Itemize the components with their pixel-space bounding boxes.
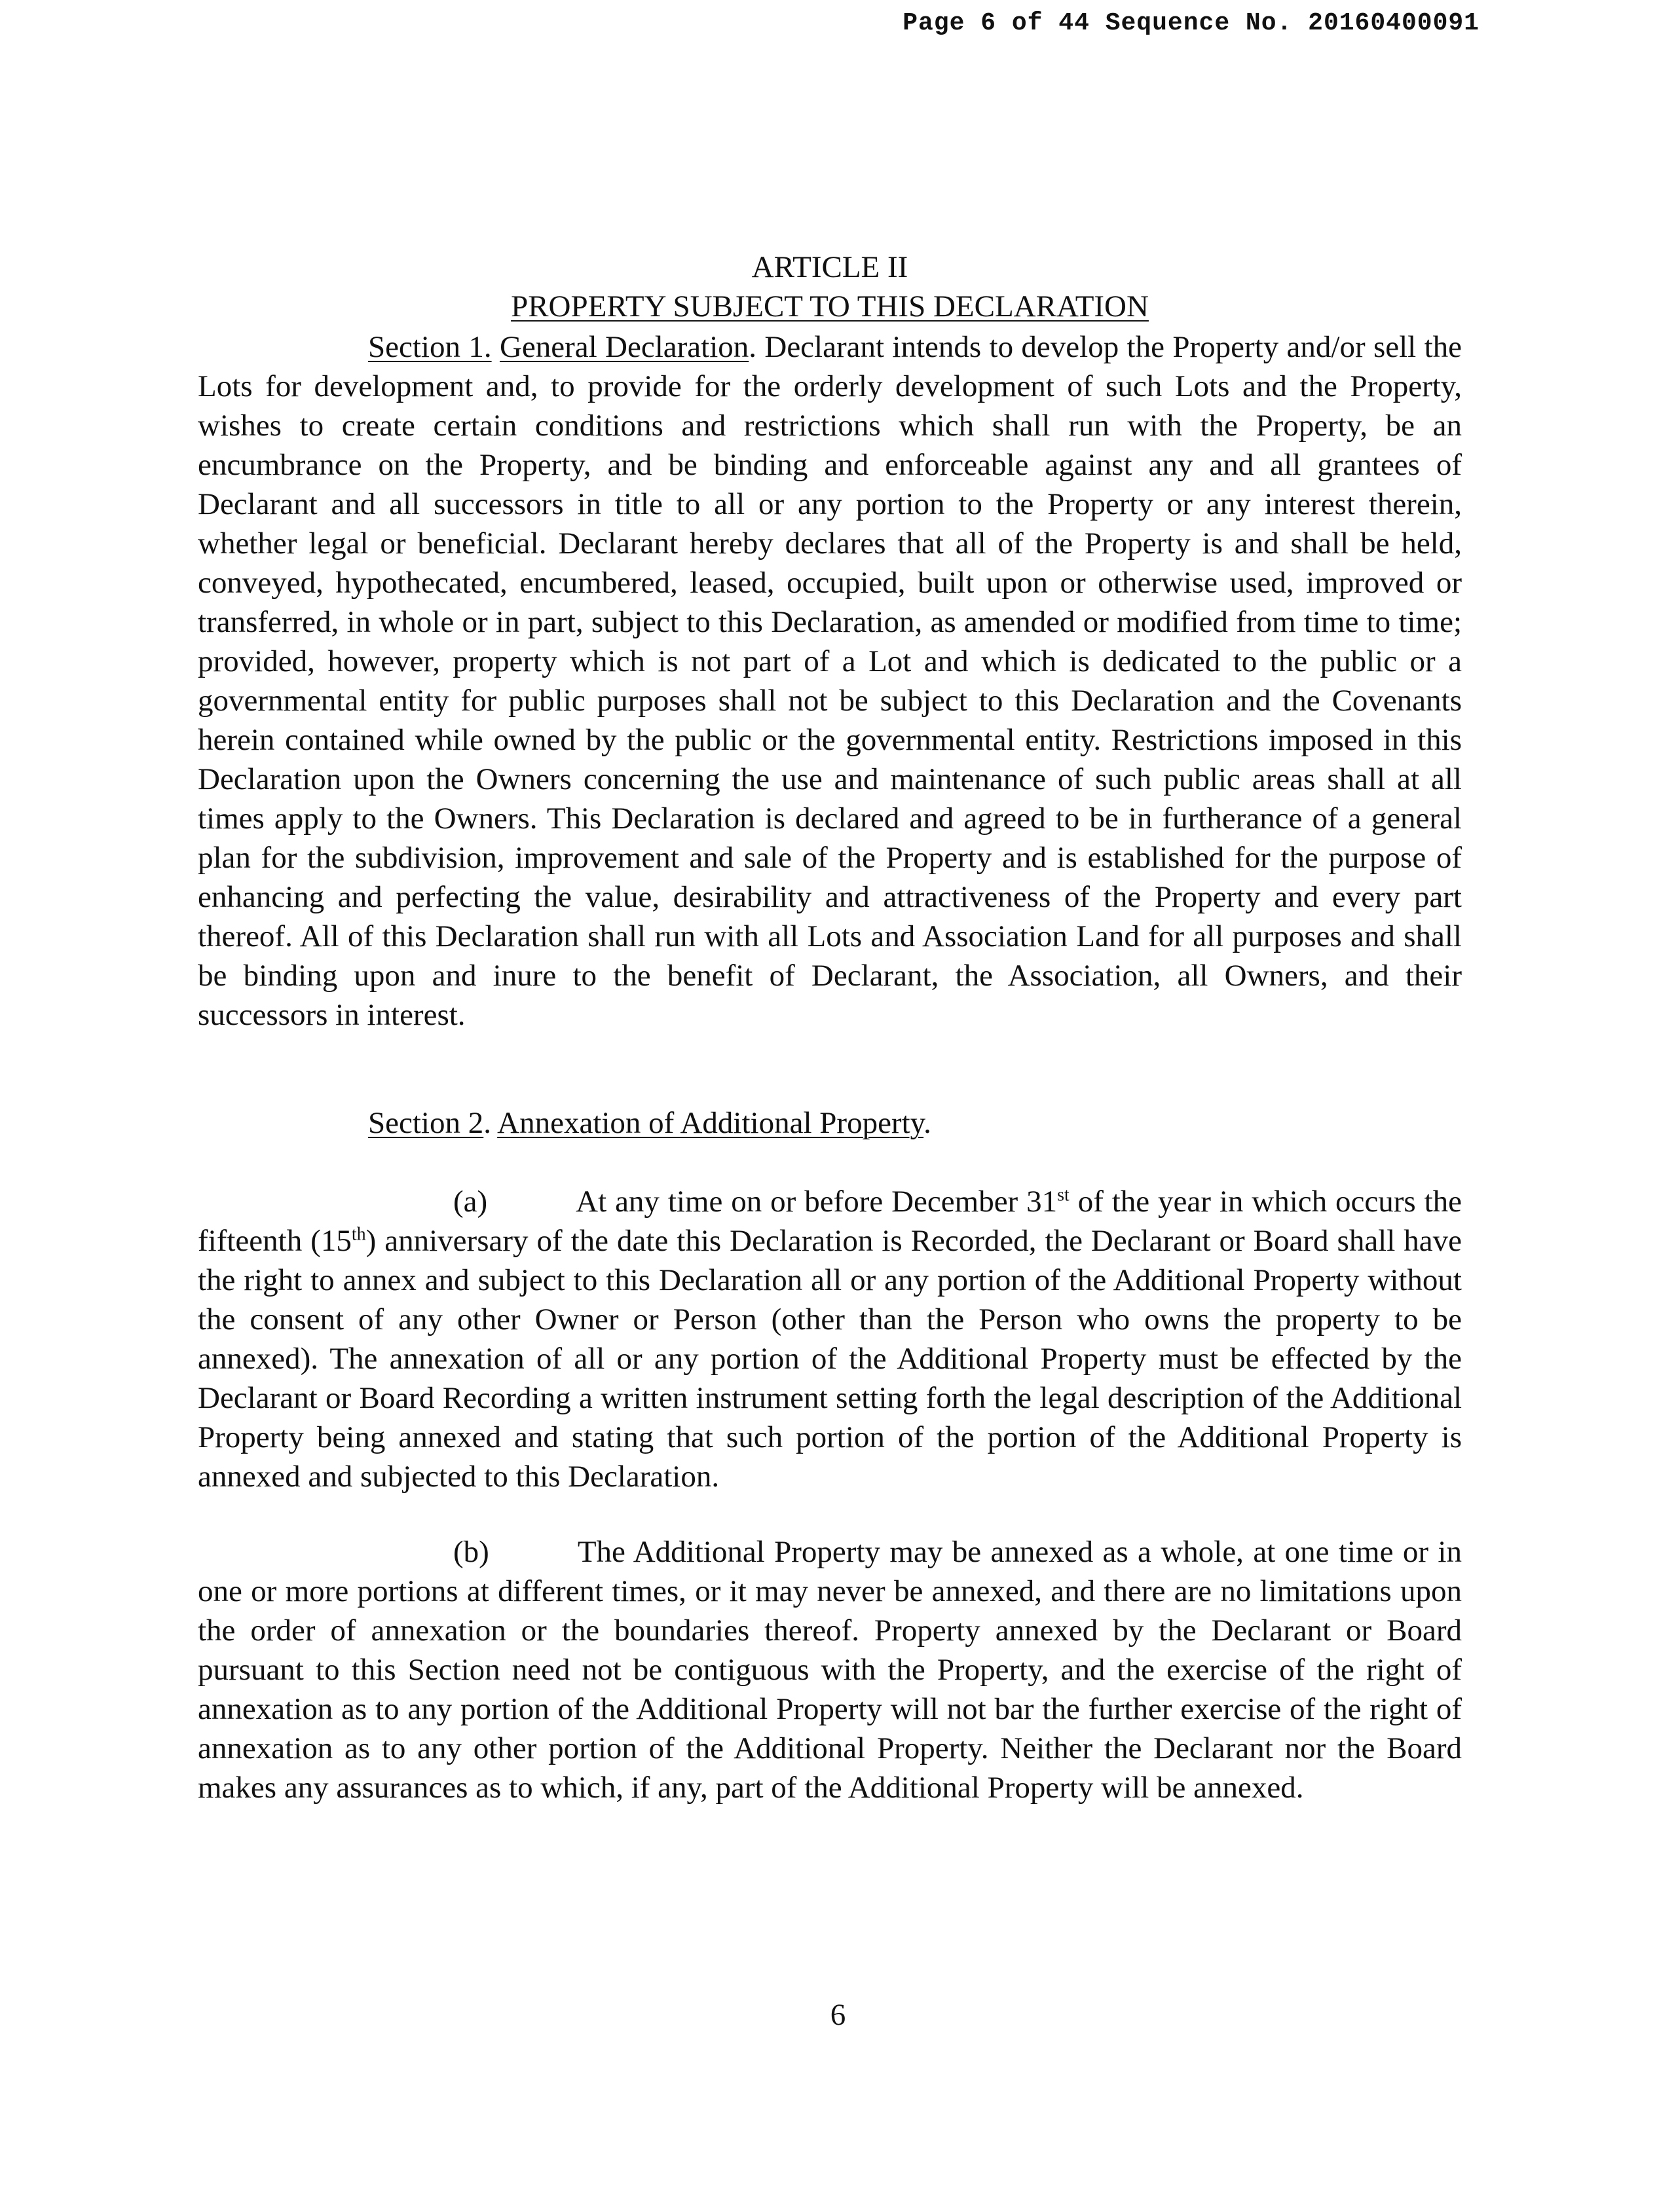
- paragraph-a-text-1: At any time on or before December 31: [576, 1185, 1058, 1219]
- paragraph-b-text: The Additional Property may be annexed as a whole, at one time or in one or more portions at different times, or it may never be annexed, and there are no limitations upon the order of annexation or the boundaries thereof. Property annexed by the Declarant or Board pursuant to this Section need not be contiguous with the Property, and the exercise of the right of annexation as to any portion of the Additional Property will not bar the further exercise of the right of annexation as to any other portion of the Additional Property. Neither the Declarant nor the Board makes any assurances as to which, if any, part of the Additional Property will be annexed.: [198, 1535, 1462, 1805]
- paragraph-a: [198, 1182, 1462, 1496]
- paragraph-a-text-3: ) anniversary of the date this Declaration is Recorded, the Declarant or Board shall have the right to annex and subject to this Declaration all or any portion of the Additional Property without the consent of any other Owner or Person (other than the Person who owns the property to be annexed). The annexation of all or any portion of the Additional Property must be effected by the Declarant or Board Recording a written instrument setting forth the legal description of the Additional Property being annexed and stating that such portion of the portion of the Additional Property is annexed and subjected to this Declaration.: [198, 1224, 1462, 1494]
- section-1-heading: General Declaration: [499, 330, 749, 364]
- paragraph-b-marker: (b): [453, 1535, 489, 1569]
- section-2-label: Section 2: [368, 1106, 484, 1140]
- page-sequence-stamp: Page 6 of 44 Sequence No. 20160400091: [903, 9, 1480, 37]
- section-1-paragraph: Section 1. General Declaration. Declarant intends to develop the Property and/or sell the Lots for development and, to provide for the orderly development of such Lots and the Property, wishes to create certain conditions and restrictions which shall run with the Property, be an encumbrance on the Property, and be binding and enforceable against any and all grantees of Declarant and all successors in title to all or any portion to the Property or any interest therein, whether legal or beneficial. Declarant hereby declares that all of the Property is and shall be held, conveyed, hypothecated, encumbered, leased, occupied, built upon or otherwise used, improved or transferred, in whole or in part, subject to this Declaration, as amended or modified from time to time; provided, however, property which is not part of a Lot and which is dedicated to the public or a governmental entity for public purposes shall not be subject to this Declaration and the Covenants herein contained while owned by the public or the governmental entity. Restrictions imposed in this Declaration upon the Owners concerning the use and maintenance of such public areas shall at all times apply to the Owners. This Declaration is declared and agreed to be in furtherance of a general plan for the subdivision, improvement and sale of the Property and is established for the purpose of enhancing and perfecting the value, desirability and attractiveness of the Property and every part thereof. All of this Declaration shall run with all Lots and Association Land for all purposes and shall be binding upon and inure to the benefit of Declarant, the Association, all Owners, and their successors in interest.: [198, 330, 1462, 1032]
- page-number: 6: [830, 1998, 846, 2032]
- section-1-text: Declarant intends to develop the Property and/or sell the Lots for development and, to provide for the orderly development of such Lots and the Property, wishes to create certain conditions and restrictions which shall run with the Property, be an encumbrance on the Property, and be binding and enforceable against any and all grantees of Declarant and all successors in title to all or any portion to the Property or any interest therein, whether legal or beneficial. Declarant hereby declares that all of the Property is and shall be held, conveyed, hypothecated, encumbered, leased, occupied, built upon or otherwise used, improved or transferred, in whole or in part, subject to this Declaration, as amended or modified from time to time; provided, however, property which is not part of a Lot and which is dedicated to the public or a governmental entity for public purposes shall not be subject to this Declaration and the Covenants herein contained while owned by the public or the governmental entity. Restrictions imposed in this Declaration upon the Owners concerning the use and maintenance of such public areas shall at all times apply to the Owners. This Declaration is declared and agreed to be in furtherance of a general plan for the subdivision, improvement and sale of the Property and is established for the purpose of enhancing and perfecting the value, desirability and attractiveness of the Property and every part thereof. All of this Declaration shall run with all Lots and Association Land for all purposes and shall be binding upon and inure to the benefit of Declarant, the Association, all Owners, and their successors in interest.: [198, 330, 1462, 1032]
- article-title: [198, 287, 1462, 326]
- article-number: ARTICLE II: [751, 250, 908, 284]
- paragraph-a-sup-1: st: [1057, 1185, 1070, 1206]
- paragraph-a-text-2: of the year in which occurs the fifteenth (15: [198, 1185, 1462, 1258]
- paragraph-b: [198, 1532, 1462, 1807]
- section-2-heading: Annexation of Additional Property: [497, 1106, 924, 1140]
- paragraph-a-marker: (a): [453, 1185, 488, 1219]
- article-title-text: PROPERTY SUBJECT TO THIS DECLARATION: [511, 289, 1149, 323]
- section-2-heading-line: Section 2. Annexation of Additional Property.: [368, 1106, 931, 1140]
- section-1-label: Section 1.: [368, 330, 492, 364]
- paragraph-a-sup-2: th: [351, 1224, 366, 1245]
